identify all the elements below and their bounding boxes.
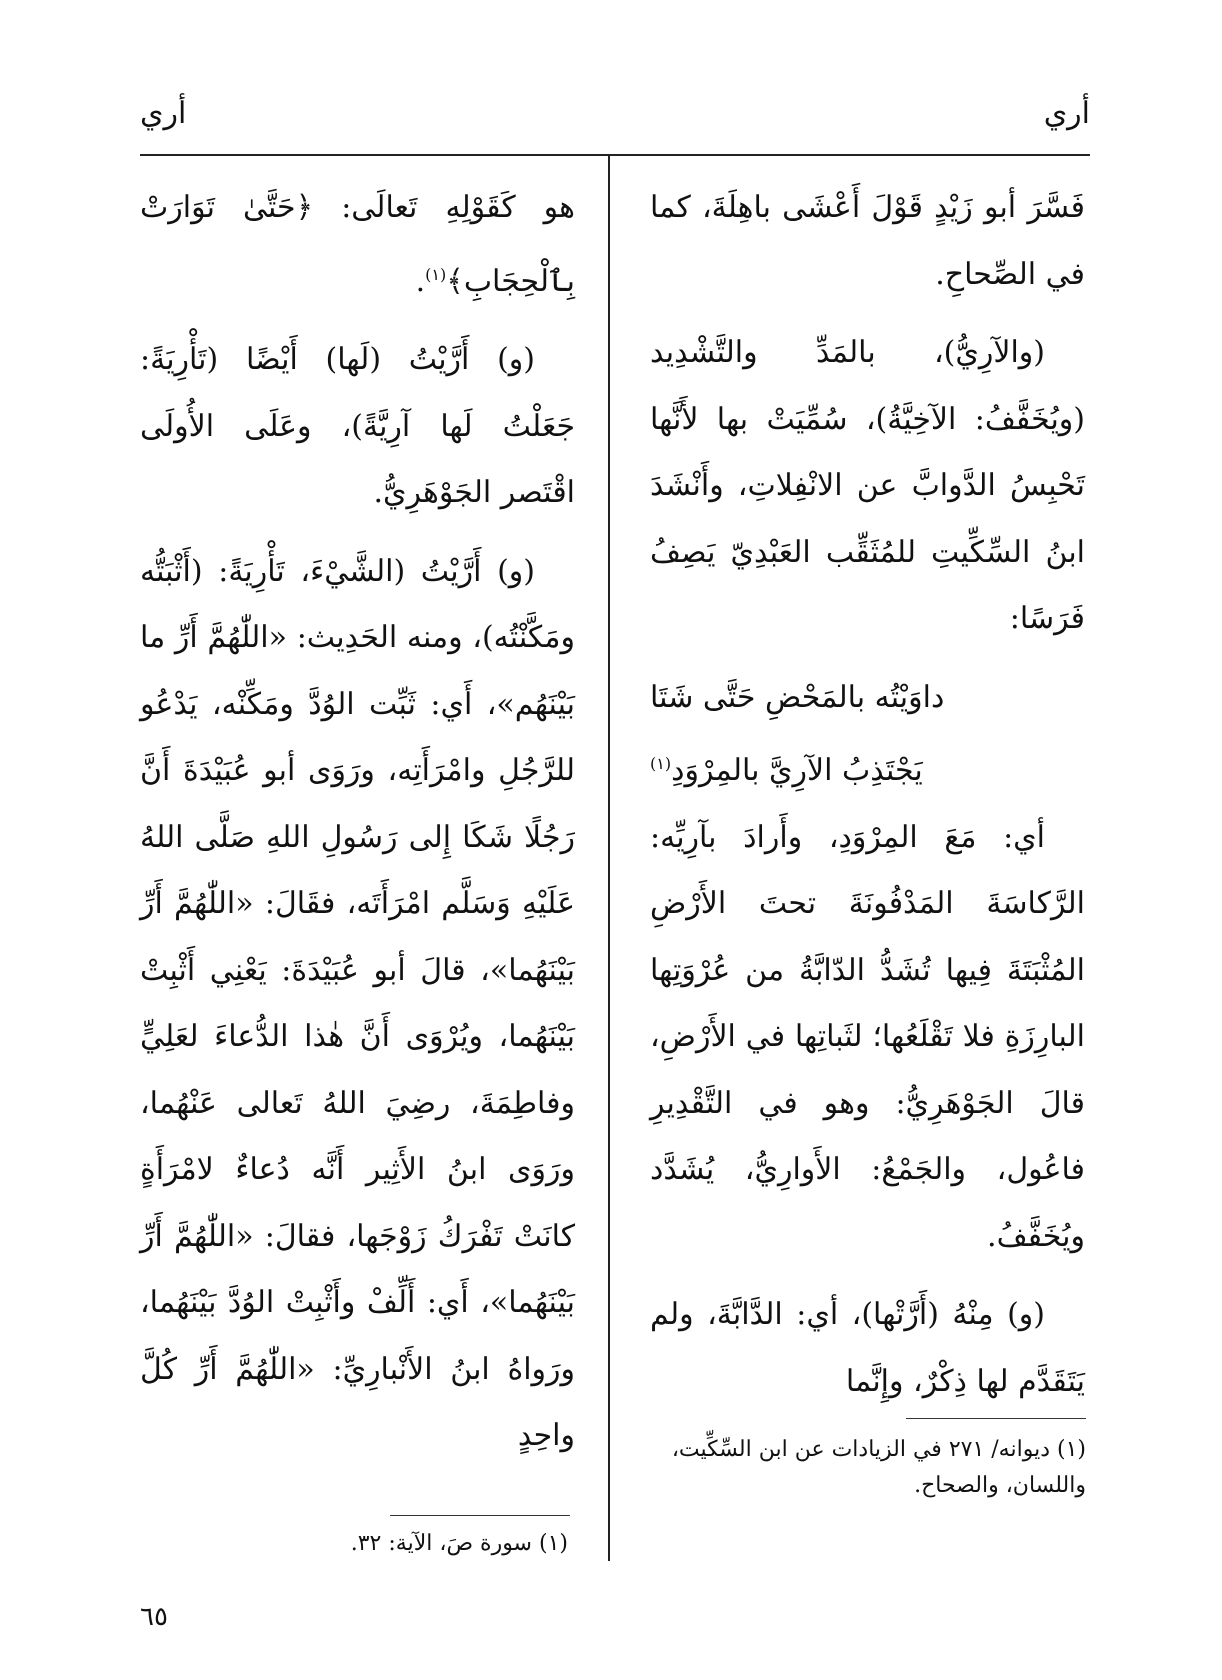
- footnote-right: (١) ديوانه/ ٢٧١ في الزيادات عن ابن السِّكِّيت، واللسان، والصحاح.: [671, 1437, 1086, 1498]
- verse-footnote-marker: (١): [650, 754, 672, 773]
- right-paragraph-1: فَسَّرَ أبو زَيْدٍ قَوْلَ أَعْشَى باهِلَةَ، كما في الصِّحاحِ.: [650, 190, 1085, 292]
- verse-line-1: داوَيْتُه بالمَحْضِ حَتَّى شَتَا: [650, 679, 945, 715]
- left-column: [140, 175, 575, 1482]
- verse: [650, 665, 1085, 805]
- header-headword-right: أري: [1043, 95, 1090, 131]
- right-paragraph-3: أي: مَعَ المِرْوَدِ، وأَرادَ بآرِيِّه: الرَّكاسَةَ المَدْفُونَةَ تحتَ الأَرْضِ المُثْبَتَةَ فِيها تُشَدُّ الدّابَّةُ من عُرْوَتِها البارِزَةِ فلا تَقْلَعُها؛ لثَباتِها في الأَرْضِ، قالَ الجَوْهَرِيُّ: وهو في التَّقْدِيرِ فاعُول، والجَمْعُ: الأَوارِيُّ، يُشَدَّد ويُخَفَّفُ.: [650, 819, 1085, 1254]
- left-paragraph-1-end: .: [415, 263, 426, 299]
- header-rule: [140, 154, 1090, 156]
- running-header: [140, 88, 1090, 138]
- verse-line-2-text: يَجْتَذِبُ الآرِيَّ بالمِرْوَدِ: [671, 753, 923, 788]
- page-number: ٦٥: [140, 1602, 168, 1632]
- left-paragraph-2: (و) أَرَّيْتُ (لَها) أَيْضًا (تَأْرِيَةً: جَعَلْتُ لَها آرِيَّةً)، وعَلَى الأُولَى اقْتَصر الجَوْهَرِيُّ.: [140, 342, 575, 510]
- footnote-rule-left: [390, 1515, 570, 1516]
- header-headword-left: أري: [140, 95, 187, 131]
- right-paragraph-4: (و) مِنْهُ (أَرَّتْها)، أي: الدَّابَّةَ، ولم يَتَقَدَّم لها ذِكْرٌ، وإِنَّما: [650, 1297, 1085, 1399]
- verse-line-2: [650, 731, 1085, 805]
- left-paragraph-3: (و) أَرَّيْتُ (الشَّيْءَ، تَأْرِيَةً: (أَثْبَتُّه ومَكَّنْتُه)، ومنه الحَدِيث: «اللّٰهُمَّ أَرِّ ما بَيْنَهُم»، أَي: ثَبِّت الوُدَّ ومَكِّنْه، يَدْعُو للرَّجُلِ وامْرَأَتِه، ورَوَى أبو عُبَيْدَةَ أَنَّ رَجُلًا شَكَا إِلى رَسُولِ اللهِ صَلَّى اللهُ عَلَيْهِ وَسَلَّم امْرَأَتَه، فقَالَ: «اللّٰهُمَّ أَرِّ بَيْنَهُما»، قالَ أبو عُبَيْدَةَ: يَعْنِي أَثْبِتْ بَيْنَهُما، ويُرْوَى أَنَّ هٰذا الدُّعاءَ لعَلِيٍّ وفاطِمَةَ، رضِيَ اللهُ تَعالى عَنْهُما، ورَوَى ابنُ الأَثِير أَنَّه دُعاءٌ لامْرَأَةٍ كانَتْ تَفْرَكُ زَوْجَها، فقالَ: «اللّٰهُمَّ أَرِّ بَيْنَهُما»، أَي: أَلِّفْ وأَثْبِتْ الوُدَّ بَيْنَهُما، ورَواهُ ابنُ الأَنْبارِيِّ: «اللّٰهُمَّ أَرِّ كُلَّ واحِدٍ: [140, 553, 575, 1453]
- right-column: [650, 175, 1085, 1427]
- column-divider: [608, 156, 610, 1561]
- footnote-left: (١) سورة صَ، الآية: ٣٢.: [350, 1531, 568, 1556]
- quran-footnote-marker: (١): [425, 264, 447, 284]
- right-paragraph-2: (والآرِيُّ)، بالمَدِّ والتَّشْدِيد (ويُخَفَّفُ: الآخِيَّةُ)، سُمِّيَتْ بها لأَنَّها تَحْبِسُ الدَّوابَّ عن الانْفِلاتِ، وأَنْشَدَ ابنُ السِّكِّيتِ للمُثَقِّب العَبْدِيّ يَصِفُ فَرَسًا:: [650, 335, 1085, 636]
- footnote-rule-right: [906, 1418, 1086, 1419]
- left-paragraph-1: [140, 175, 575, 315]
- left-paragraph-1-text: هو كَقَوْلِهِ تَعالَى: ﴿حَتَّىٰ تَوَارَتْ بِٱلْحِجَابِ﴾: [140, 190, 575, 299]
